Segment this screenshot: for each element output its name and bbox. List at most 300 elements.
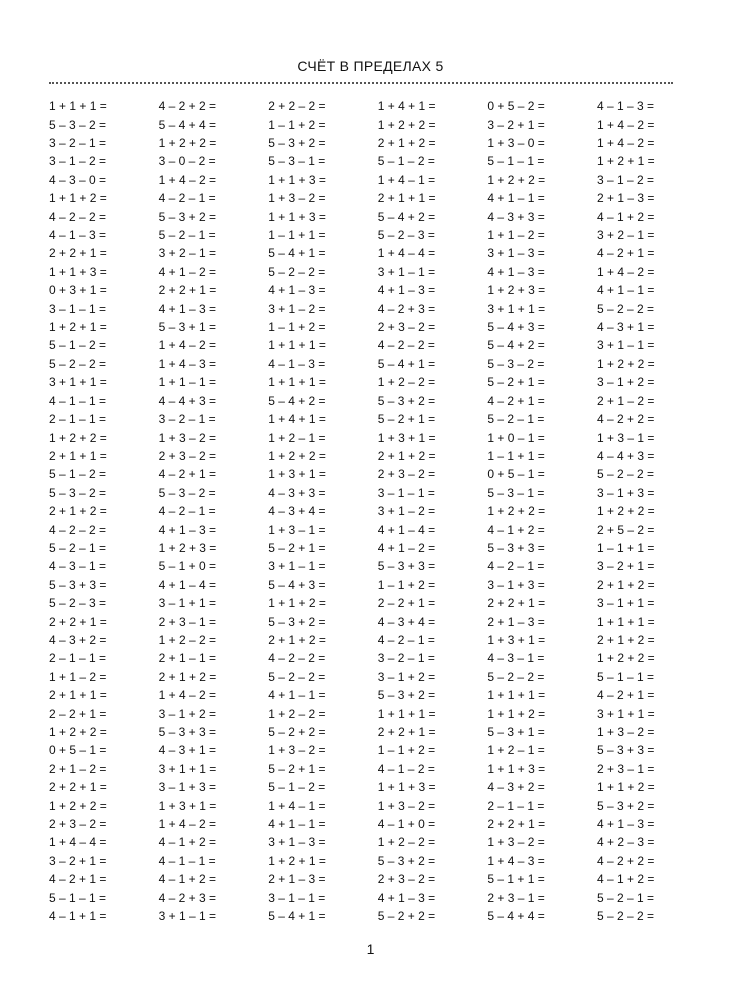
exercise-item: 5 – 4 + 2 = bbox=[487, 338, 545, 353]
exercise-item: 1 + 3 – 2 = bbox=[268, 743, 326, 758]
exercise-item: 3 + 2 – 1 = bbox=[158, 246, 216, 261]
exercise-item: 2 + 1 – 2 = bbox=[596, 393, 655, 408]
exercise-item: 3 + 1 – 2 = bbox=[377, 504, 436, 519]
exercise-item: 1 + 1 – 2 = bbox=[49, 669, 107, 684]
exercise-item: 5 – 2 – 2 = bbox=[487, 669, 545, 684]
exercise-item: 5 – 1 – 1 = bbox=[596, 669, 655, 684]
exercise-item: 1 + 3 + 1 = bbox=[158, 798, 217, 813]
exercise-item: 1 + 3 – 2 = bbox=[487, 835, 545, 850]
exercise-item: 3 – 2 + 1 = bbox=[49, 853, 107, 868]
exercise-row bbox=[49, 576, 677, 594]
exercise-item: 4 – 1 + 2 = bbox=[158, 872, 216, 887]
exercise-item: 0 + 3 + 1 = bbox=[49, 283, 107, 298]
exercise-item: 4 – 1 – 3 = bbox=[49, 228, 107, 243]
exercise-item: 2 + 2 + 1 = bbox=[49, 780, 107, 795]
exercise-item: 2 + 1 – 3 = bbox=[596, 191, 655, 206]
exercise-item: 1 + 1 + 1 = bbox=[596, 614, 655, 629]
exercise-row bbox=[49, 299, 677, 317]
exercise-item: 5 – 3 + 1 = bbox=[158, 320, 216, 335]
exercise-item: 2 + 1 + 2 = bbox=[596, 632, 655, 647]
exercise-item: 0 + 5 – 1 = bbox=[49, 743, 107, 758]
exercise-item: 4 + 1 – 2 = bbox=[377, 540, 436, 555]
exercise-item: 1 + 3 – 2 = bbox=[377, 798, 436, 813]
exercise-item: 4 + 1 – 3 = bbox=[487, 264, 545, 279]
exercise-item: 3 – 1 – 1 = bbox=[377, 485, 435, 500]
exercise-item: 4 – 3 + 2 = bbox=[49, 632, 107, 647]
exercise-item: 5 – 3 – 1 = bbox=[487, 485, 545, 500]
exercise-item: 3 + 1 – 1 = bbox=[268, 559, 326, 574]
exercise-item: 4 – 3 – 1 = bbox=[49, 559, 107, 574]
exercise-row bbox=[49, 465, 677, 483]
exercise-item: 1 + 4 + 1 = bbox=[268, 412, 326, 427]
exercise-item: 4 – 4 + 3 = bbox=[158, 393, 216, 408]
exercise-item: 4 – 1 + 2 = bbox=[158, 835, 216, 850]
exercise-item: 2 + 2 – 2 = bbox=[268, 99, 326, 114]
exercise-item: 4 – 2 – 2 = bbox=[49, 522, 107, 537]
exercise-item: 2 + 1 – 1 = bbox=[158, 651, 216, 666]
exercise-item: 1 + 4 – 2 = bbox=[158, 817, 216, 832]
exercise-item: 2 + 1 + 1 = bbox=[377, 191, 436, 206]
exercise-item: 4 – 2 + 1 = bbox=[596, 688, 655, 703]
exercise-item: 1 – 1 + 2 = bbox=[377, 577, 436, 592]
exercise-item: 4 – 2 + 1 = bbox=[49, 872, 107, 887]
exercise-item: 2 + 1 – 3 = bbox=[487, 614, 545, 629]
exercise-row bbox=[49, 484, 677, 502]
exercise-item: 2 + 3 – 2 = bbox=[377, 872, 436, 887]
exercise-item: 2 – 2 + 1 = bbox=[377, 596, 436, 611]
exercise-item: 1 – 1 + 2 = bbox=[268, 320, 326, 335]
exercise-item: 1 + 3 – 2 = bbox=[596, 725, 655, 740]
exercise-item: 1 + 3 – 2 = bbox=[268, 191, 326, 206]
exercise-item: 5 – 3 + 3 = bbox=[49, 577, 107, 592]
exercise-item: 4 – 2 – 2 = bbox=[268, 651, 326, 666]
exercise-item: 2 + 2 + 1 = bbox=[377, 725, 436, 740]
exercise-item: 2 + 2 + 1 = bbox=[487, 596, 546, 611]
exercise-item: 1 + 1 + 3 = bbox=[487, 761, 546, 776]
exercise-item: 4 – 1 – 2 = bbox=[377, 761, 435, 776]
exercise-item: 1 + 2 + 2 = bbox=[596, 356, 655, 371]
exercise-item: 1 + 4 – 3 = bbox=[487, 853, 545, 868]
exercise-item: 5 – 2 + 2 = bbox=[377, 909, 436, 924]
exercise-item: 1 + 2 + 2 = bbox=[158, 136, 217, 151]
exercise-item: 1 + 3 – 0 = bbox=[487, 136, 545, 151]
exercise-item: 5 – 2 – 1 = bbox=[158, 228, 216, 243]
exercise-row bbox=[49, 557, 677, 575]
exercise-item: 4 + 1 – 4 = bbox=[158, 577, 216, 592]
exercise-row bbox=[49, 226, 677, 244]
exercise-item: 5 – 2 + 1 = bbox=[268, 540, 326, 555]
exercise-item: 2 – 1 – 1 = bbox=[49, 651, 107, 666]
exercise-item: 1 + 2 + 2 = bbox=[596, 651, 655, 666]
exercise-item: 4 + 1 – 3 = bbox=[268, 283, 326, 298]
exercise-item: 2 + 2 + 1 = bbox=[487, 817, 546, 832]
exercise-row bbox=[49, 97, 677, 115]
exercise-item: 3 – 2 + 1 = bbox=[487, 117, 545, 132]
exercise-item: 1 + 2 + 2 = bbox=[49, 798, 107, 813]
exercise-item: 1 + 2 + 3 = bbox=[158, 540, 217, 555]
exercise-item: 5 – 3 – 2 = bbox=[49, 485, 107, 500]
exercise-item: 0 + 5 – 2 = bbox=[487, 99, 545, 114]
exercise-item: 3 – 1 + 2 = bbox=[158, 706, 216, 721]
exercise-item: 1 + 2 – 1 = bbox=[487, 743, 545, 758]
exercise-item: 1 + 2 + 2 = bbox=[487, 504, 546, 519]
exercise-item: 3 – 1 + 3 = bbox=[596, 485, 655, 500]
exercise-item: 1 + 1 + 2 = bbox=[596, 780, 655, 795]
exercise-item: 3 – 1 + 2 = bbox=[377, 669, 436, 684]
exercise-item: 1 + 1 + 1 = bbox=[268, 375, 326, 390]
exercise-row bbox=[49, 760, 677, 778]
exercise-item: 5 – 3 + 3 = bbox=[487, 540, 545, 555]
exercise-item: 2 + 3 – 2 = bbox=[49, 817, 107, 832]
exercise-row bbox=[49, 741, 677, 759]
exercise-row bbox=[49, 631, 677, 649]
exercise-item: 4 – 1 – 3 = bbox=[596, 99, 655, 114]
exercise-item: 5 – 4 + 3 = bbox=[268, 577, 326, 592]
exercise-item: 5 – 4 + 4 = bbox=[158, 117, 216, 132]
exercise-item: 3 – 0 – 2 = bbox=[158, 154, 216, 169]
exercise-item: 5 – 2 – 2 = bbox=[596, 909, 655, 924]
exercise-item: 4 + 1 – 1 = bbox=[268, 688, 326, 703]
exercise-item: 3 – 1 – 1 = bbox=[49, 301, 107, 316]
exercise-item: 5 – 3 + 2 = bbox=[268, 136, 326, 151]
exercise-item: 1 + 1 + 1 = bbox=[487, 688, 546, 703]
exercise-item: 1 + 2 + 1 = bbox=[49, 320, 107, 335]
exercise-item: 1 + 1 + 3 = bbox=[268, 209, 326, 224]
exercise-row bbox=[49, 833, 677, 851]
exercise-item: 4 + 1 – 3 = bbox=[377, 890, 436, 905]
exercise-item: 1 + 3 – 1 = bbox=[268, 522, 326, 537]
exercise-row bbox=[49, 373, 677, 391]
exercise-item: 4 + 1 – 1 = bbox=[487, 191, 545, 206]
exercise-row bbox=[49, 888, 677, 906]
exercise-item: 4 – 2 + 2 = bbox=[158, 99, 216, 114]
exercise-item: 1 + 2 + 1 = bbox=[268, 853, 326, 868]
exercise-item: 3 + 1 – 2 = bbox=[268, 301, 326, 316]
exercise-item: 1 + 1 + 3 = bbox=[268, 172, 326, 187]
exercise-item: 1 + 0 – 1 = bbox=[487, 430, 545, 445]
exercise-item: 4 – 3 + 4 = bbox=[377, 614, 436, 629]
exercise-item: 4 + 1 – 3 = bbox=[158, 301, 216, 316]
exercise-row bbox=[49, 115, 677, 133]
exercise-item: 1 + 4 – 2 = bbox=[596, 117, 655, 132]
exercise-item: 5 – 2 + 1 = bbox=[377, 412, 436, 427]
exercise-item: 3 – 1 + 2 = bbox=[596, 375, 655, 390]
exercise-row bbox=[49, 189, 677, 207]
exercise-item: 4 + 1 – 3 = bbox=[377, 283, 436, 298]
exercise-item: 4 – 3 – 0 = bbox=[49, 172, 107, 187]
exercise-item: 1 + 3 + 1 = bbox=[487, 632, 546, 647]
exercise-item: 1 + 2 – 1 = bbox=[268, 430, 326, 445]
exercise-row bbox=[49, 502, 677, 520]
exercise-row bbox=[49, 723, 677, 741]
exercise-item: 2 + 1 + 2 = bbox=[377, 448, 436, 463]
exercise-item: 4 – 3 + 3 = bbox=[487, 209, 545, 224]
exercise-item: 5 – 1 – 2 = bbox=[377, 154, 435, 169]
exercise-item: 1 + 2 – 2 = bbox=[158, 632, 216, 647]
exercise-item: 1 + 2 + 2 = bbox=[49, 430, 107, 445]
exercise-item: 1 + 3 + 1 = bbox=[377, 430, 436, 445]
exercise-item: 1 + 1 + 1 = bbox=[268, 338, 326, 353]
exercise-item: 3 + 1 + 1 = bbox=[49, 375, 107, 390]
exercise-item: 1 + 4 – 2 = bbox=[596, 264, 655, 279]
exercise-item: 1 + 1 + 2 = bbox=[49, 191, 107, 206]
exercise-item: 1 + 2 – 2 = bbox=[377, 375, 436, 390]
exercise-item: 4 – 2 – 2 = bbox=[377, 338, 435, 353]
exercise-item: 4 – 3 + 3 = bbox=[268, 485, 326, 500]
exercise-item: 3 – 2 + 1 = bbox=[596, 559, 655, 574]
exercise-item: 3 – 2 – 1 = bbox=[49, 136, 107, 151]
exercise-item: 4 – 3 + 1 = bbox=[158, 743, 216, 758]
exercise-grid bbox=[49, 97, 677, 925]
exercise-item: 4 – 3 + 1 = bbox=[596, 320, 655, 335]
exercise-row bbox=[49, 447, 677, 465]
exercise-row bbox=[49, 244, 677, 262]
exercise-item: 4 – 1 + 2 = bbox=[596, 209, 655, 224]
exercise-item: 5 – 4 + 3 = bbox=[487, 320, 545, 335]
exercise-item: 5 – 2 – 2 = bbox=[596, 301, 655, 316]
exercise-item: 1 – 1 + 2 = bbox=[377, 743, 436, 758]
exercise-item: 4 – 3 + 2 = bbox=[487, 780, 545, 795]
exercise-item: 4 – 1 – 3 = bbox=[268, 356, 326, 371]
exercise-row bbox=[49, 852, 677, 870]
exercise-item: 5 – 3 + 1 = bbox=[487, 725, 545, 740]
exercise-item: 1 + 2 – 2 = bbox=[377, 835, 436, 850]
exercise-item: 1 – 1 + 1 = bbox=[596, 540, 655, 555]
exercise-item: 4 – 1 – 1 = bbox=[158, 853, 216, 868]
exercise-item: 5 – 4 + 4 = bbox=[487, 909, 545, 924]
exercise-item: 2 – 2 + 1 = bbox=[49, 706, 107, 721]
exercise-item: 3 + 1 + 1 = bbox=[158, 761, 217, 776]
exercise-item: 1 + 4 – 2 = bbox=[596, 136, 655, 151]
exercise-item: 3 + 1 + 1 = bbox=[596, 706, 655, 721]
exercise-item: 3 – 1 + 3 = bbox=[487, 577, 545, 592]
exercise-item: 4 – 2 + 3 = bbox=[158, 890, 216, 905]
exercise-item: 1 + 4 – 1 = bbox=[377, 172, 436, 187]
exercise-item: 1 + 2 + 2 = bbox=[268, 448, 326, 463]
exercise-row bbox=[49, 870, 677, 888]
page-number: 1 bbox=[366, 941, 375, 957]
exercise-item: 1 + 1 + 1 = bbox=[49, 99, 107, 114]
exercise-item: 5 – 1 + 0 = bbox=[158, 559, 216, 574]
exercise-item: 2 + 3 – 2 = bbox=[377, 320, 436, 335]
exercise-item: 5 – 4 + 1 = bbox=[268, 909, 326, 924]
exercise-item: 5 – 1 – 1 = bbox=[49, 890, 107, 905]
exercise-item: 4 – 2 – 1 = bbox=[158, 191, 216, 206]
exercise-item: 1 + 2 + 2 = bbox=[49, 725, 107, 740]
exercise-item: 1 + 1 – 1 = bbox=[158, 375, 216, 390]
exercise-item: 2 + 3 – 2 = bbox=[158, 448, 216, 463]
exercise-row bbox=[49, 207, 677, 225]
exercise-item: 5 – 2 + 1 = bbox=[268, 761, 326, 776]
exercise-item: 1 + 3 – 2 = bbox=[158, 430, 216, 445]
exercise-item: 4 – 2 + 1 = bbox=[596, 246, 655, 261]
exercise-item: 1 + 1 + 3 = bbox=[377, 780, 436, 795]
exercise-row bbox=[49, 539, 677, 557]
exercise-item: 5 – 2 – 1 = bbox=[49, 540, 107, 555]
exercise-item: 1 + 2 + 3 = bbox=[487, 283, 546, 298]
exercise-item: 1 + 2 + 2 = bbox=[377, 117, 436, 132]
exercise-item: 5 – 2 – 2 = bbox=[596, 467, 655, 482]
dotted-divider bbox=[49, 82, 673, 84]
exercise-item: 5 – 4 + 2 = bbox=[377, 209, 436, 224]
exercise-item: 4 + 1 – 3 = bbox=[158, 522, 216, 537]
exercise-item: 5 – 3 + 3 = bbox=[158, 725, 216, 740]
exercise-item: 5 – 1 – 1 = bbox=[487, 154, 545, 169]
exercise-item: 5 – 2 – 2 = bbox=[268, 669, 326, 684]
exercise-item: 4 + 1 – 4 = bbox=[377, 522, 436, 537]
exercise-item: 5 – 3 – 2 = bbox=[49, 117, 107, 132]
exercise-row bbox=[49, 649, 677, 667]
exercise-row bbox=[49, 815, 677, 833]
exercise-item: 5 – 2 + 2 = bbox=[268, 725, 326, 740]
exercise-item: 4 – 2 – 1 = bbox=[487, 559, 545, 574]
exercise-item: 3 + 1 + 1 = bbox=[487, 301, 546, 316]
exercise-item: 3 + 1 – 1 = bbox=[596, 338, 655, 353]
exercise-item: 2 + 2 + 1 = bbox=[49, 246, 107, 261]
exercise-item: 1 + 1 – 2 = bbox=[487, 228, 545, 243]
exercise-item: 5 – 3 + 2 = bbox=[377, 853, 436, 868]
exercise-item: 2 + 3 – 1 = bbox=[158, 614, 216, 629]
exercise-item: 1 + 4 – 2 = bbox=[158, 172, 216, 187]
exercise-item: 1 – 1 + 1 = bbox=[487, 448, 545, 463]
exercise-item: 4 – 1 + 2 = bbox=[487, 522, 545, 537]
exercise-item: 5 – 3 – 2 = bbox=[487, 356, 545, 371]
exercise-item: 4 – 1 – 1 = bbox=[49, 393, 107, 408]
exercise-item: 4 + 2 – 3 = bbox=[596, 835, 655, 850]
exercise-item: 4 – 2 + 3 = bbox=[377, 301, 436, 316]
exercise-item: 3 + 1 – 1 = bbox=[158, 909, 216, 924]
exercise-item: 5 – 4 + 2 = bbox=[268, 393, 326, 408]
exercise-row bbox=[49, 355, 677, 373]
exercise-item: 1 + 3 + 1 = bbox=[268, 467, 326, 482]
exercise-item: 2 + 1 – 3 = bbox=[268, 872, 326, 887]
exercise-item: 5 – 1 – 2 = bbox=[49, 467, 107, 482]
exercise-item: 1 + 4 – 4 = bbox=[49, 835, 107, 850]
exercise-item: 5 – 3 + 3 = bbox=[377, 559, 436, 574]
exercise-item: 2 + 1 – 2 = bbox=[49, 761, 107, 776]
exercise-row bbox=[49, 668, 677, 686]
exercise-item: 2 + 1 + 1 = bbox=[49, 688, 107, 703]
exercise-item: 1 + 4 – 2 = bbox=[158, 688, 216, 703]
exercise-item: 5 – 3 + 2 = bbox=[268, 614, 326, 629]
exercise-row bbox=[49, 686, 677, 704]
exercise-row bbox=[49, 907, 677, 925]
exercise-item: 5 – 2 – 1 = bbox=[596, 890, 655, 905]
exercise-item: 5 – 1 – 2 = bbox=[49, 338, 107, 353]
exercise-item: 4 – 2 – 1 = bbox=[158, 504, 216, 519]
exercise-item: 1 + 1 + 2 = bbox=[268, 596, 326, 611]
exercise-item: 1 + 2 + 1 = bbox=[596, 154, 655, 169]
exercise-item: 4 + 1 – 1 = bbox=[268, 817, 326, 832]
exercise-item: 1 – 1 + 1 = bbox=[268, 228, 326, 243]
exercise-item: 5 – 3 + 2 = bbox=[377, 688, 436, 703]
exercise-item: 3 + 1 – 3 = bbox=[268, 835, 326, 850]
exercise-item: 1 + 4 – 3 = bbox=[158, 356, 216, 371]
exercise-item: 5 – 4 + 1 = bbox=[268, 246, 326, 261]
exercise-row bbox=[49, 410, 677, 428]
exercise-item: 5 – 2 – 2 = bbox=[268, 264, 326, 279]
exercise-item: 2 + 1 + 1 = bbox=[49, 448, 107, 463]
exercise-item: 1 + 1 + 3 = bbox=[49, 264, 107, 279]
exercise-item: 5 – 3 + 2 = bbox=[596, 798, 655, 813]
exercise-row bbox=[49, 392, 677, 410]
exercise-item: 1 + 4 – 4 = bbox=[377, 246, 436, 261]
exercise-item: 3 – 1 + 3 = bbox=[158, 780, 216, 795]
exercise-item: 2 + 1 + 2 = bbox=[49, 504, 107, 519]
exercise-item: 1 + 4 + 1 = bbox=[377, 99, 436, 114]
exercise-item: 3 – 1 – 2 = bbox=[49, 154, 107, 169]
exercise-item: 5 – 2 – 1 = bbox=[487, 412, 545, 427]
exercise-item: 0 + 5 – 1 = bbox=[487, 467, 545, 482]
exercise-item: 2 + 1 + 2 = bbox=[596, 577, 655, 592]
exercise-item: 2 + 1 + 2 = bbox=[268, 632, 326, 647]
exercise-item: 2 + 3 – 1 = bbox=[487, 890, 545, 905]
exercise-item: 5 – 2 – 3 = bbox=[49, 596, 107, 611]
exercise-item: 4 – 1 + 1 = bbox=[49, 909, 107, 924]
exercise-item: 3 – 1 + 1 = bbox=[158, 596, 216, 611]
exercise-item: 2 – 1 – 1 = bbox=[487, 798, 545, 813]
exercise-item: 1 + 2 + 2 = bbox=[596, 504, 655, 519]
exercise-item: 2 + 1 + 2 = bbox=[158, 669, 217, 684]
exercise-item: 4 – 3 + 4 = bbox=[268, 504, 326, 519]
exercise-item: 2 + 5 – 2 = bbox=[596, 522, 655, 537]
exercise-item: 4 + 1 – 3 = bbox=[596, 817, 655, 832]
exercise-item: 5 – 3 + 3 = bbox=[596, 743, 655, 758]
exercise-item: 5 – 3 + 2 = bbox=[158, 209, 216, 224]
exercise-item: 3 + 1 – 3 = bbox=[487, 246, 545, 261]
exercise-item: 1 + 4 – 2 = bbox=[158, 338, 216, 353]
exercise-item: 5 – 1 + 1 = bbox=[487, 872, 545, 887]
exercise-row bbox=[49, 428, 677, 446]
exercise-item: 2 – 1 – 1 = bbox=[49, 412, 107, 427]
exercise-row bbox=[49, 134, 677, 152]
exercise-item: 5 – 3 + 2 = bbox=[377, 393, 436, 408]
exercise-item: 3 – 1 – 1 = bbox=[268, 890, 326, 905]
exercise-row bbox=[49, 778, 677, 796]
exercise-row bbox=[49, 594, 677, 612]
exercise-item: 4 + 1 – 1 = bbox=[596, 283, 655, 298]
exercise-item: 5 – 2 + 1 = bbox=[487, 375, 545, 390]
exercise-item: 3 – 1 – 2 = bbox=[596, 172, 655, 187]
exercise-item: 4 – 2 – 1 = bbox=[377, 632, 435, 647]
exercise-item: 2 + 2 + 1 = bbox=[49, 614, 107, 629]
exercise-item: 4 – 1 + 0 = bbox=[377, 817, 436, 832]
exercise-item: 2 + 3 – 2 = bbox=[377, 467, 436, 482]
exercise-item: 5 – 2 – 2 = bbox=[49, 356, 107, 371]
exercise-item: 4 – 4 + 3 = bbox=[596, 448, 655, 463]
exercise-item: 1 + 1 + 1 = bbox=[377, 706, 436, 721]
exercise-item: 4 – 1 + 2 = bbox=[596, 872, 655, 887]
exercise-item: 3 – 2 – 1 = bbox=[377, 651, 435, 666]
exercise-item: 4 – 2 + 2 = bbox=[596, 412, 655, 427]
exercise-item: 4 – 2 + 1 = bbox=[487, 393, 545, 408]
exercise-item: 5 – 1 – 2 = bbox=[268, 780, 326, 795]
exercise-row bbox=[49, 520, 677, 538]
exercise-item: 4 – 2 + 1 = bbox=[158, 467, 216, 482]
exercise-item: 4 – 3 – 1 = bbox=[487, 651, 545, 666]
exercise-row bbox=[49, 152, 677, 170]
exercise-item: 1 + 2 – 2 = bbox=[268, 706, 326, 721]
exercise-item: 3 – 2 – 1 = bbox=[158, 412, 216, 427]
exercise-item: 2 + 3 – 1 = bbox=[596, 761, 655, 776]
exercise-item: 4 – 2 + 2 = bbox=[596, 853, 655, 868]
exercise-item: 5 – 3 – 1 = bbox=[268, 154, 326, 169]
exercise-item: 1 + 4 – 1 = bbox=[268, 798, 326, 813]
exercise-row bbox=[49, 318, 677, 336]
exercise-row bbox=[49, 263, 677, 281]
page-title: СЧЁТ В ПРЕДЕЛАХ 5 bbox=[297, 58, 444, 74]
exercise-item: 2 + 2 + 1 = bbox=[158, 283, 217, 298]
